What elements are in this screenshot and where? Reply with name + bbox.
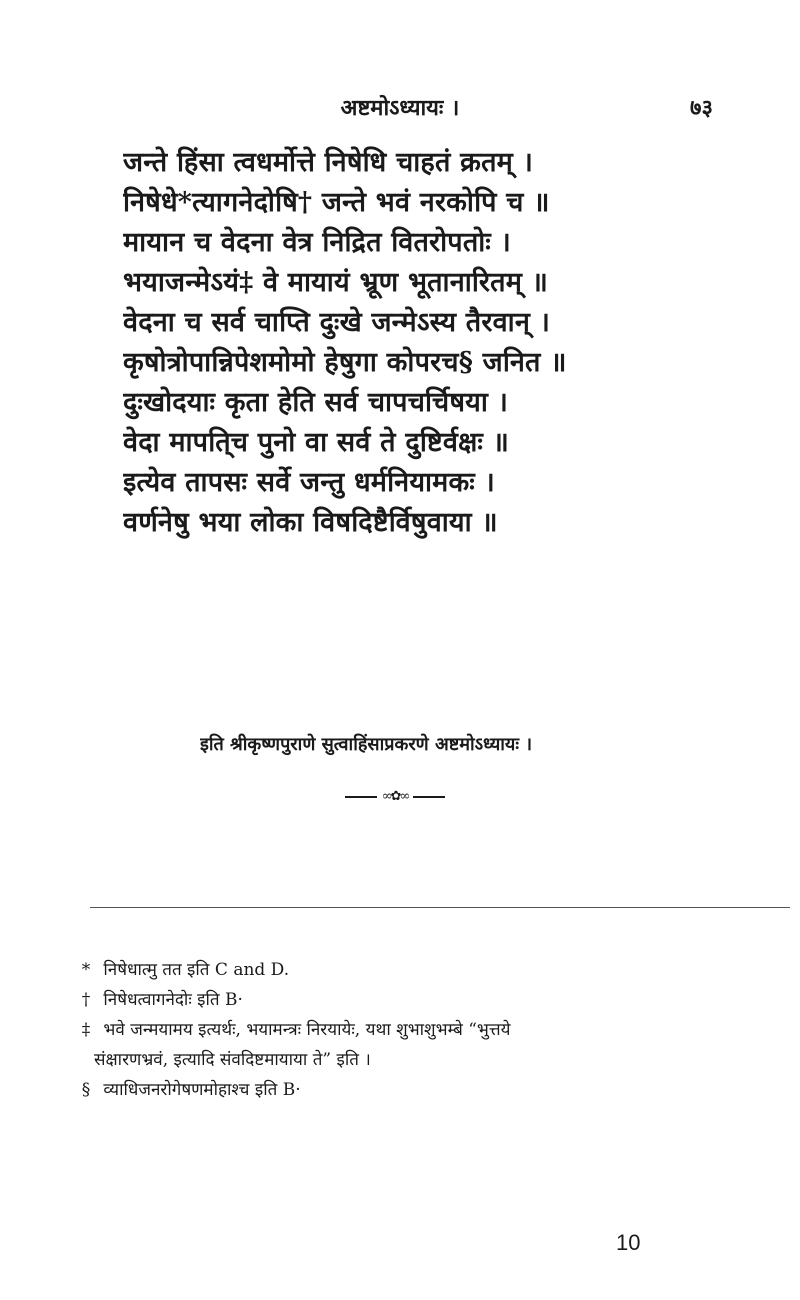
verse-line: वेदना च सर्व चाप्ति दुःखे जन्मेऽस्य तैरवान् । [123,307,551,338]
verse-line: मायान च वेदना वेत्र निद्रित वितरोपतोः । [123,227,511,258]
divider-knot-ornament: ∞✿∞ [381,789,409,804]
footnote-text: निषेधत्वागनेदोः इति B· [103,990,243,1010]
footnote-text: संक्षारणभ्रवं, इत्यादि संवदिष्टमायाया ते” इति । [94,1050,371,1070]
running-head: अष्टमोऽध्यायः । [340,95,460,121]
divider-bar-left [345,796,377,798]
footnote [74,955,774,985]
verse-line: इत्येव तापसः सर्वे जन्तु धर्मनियामकः । [123,467,495,498]
page-number-bottom: 10 [616,1230,641,1255]
footnote [74,985,774,1015]
verse-line: वर्णनेषु भया लोका विषदिष्टैर्विषुवाया ॥ [123,507,498,538]
verse-line: दुःखोदयाः कृता हेति सर्व चापचर्चिषया । [123,387,509,418]
chapter-colophon: इति श्रीकृष्णपुराणे सुत्वाहिंसाप्रकरणे अष्टमोऽध्यायः । [200,734,533,755]
footnote [74,1015,774,1045]
footnote-text: भवे जन्मयामय इत्यर्थः, भयामन्त्रः निरयायेः, यथा शुभाशुभम्बे “भुत्तये [103,1020,511,1040]
footnote-mark: † [81,990,91,1010]
footnote-continuation [74,1045,774,1075]
verse-line: भयाजन्मेऽयं‡ वे मायायं भ्रूण भूतानारितम् ॥ [123,267,549,298]
footnote [74,1075,774,1105]
footnote-mark: § [81,1080,91,1100]
verse-line: वेदा मापति्च पुनो वा सर्व ते दुष्टिर्वक्षः ॥ [123,427,510,458]
verse-block [123,143,703,543]
ornamental-divider [345,790,445,804]
verse-line: निषेधे*त्यागनेदोषि† जन्ते भवं नरकोपि च ॥ [123,187,550,218]
footnote-rule [90,907,790,908]
page-number-top: ७३ [690,95,713,121]
verse-line: जन्ते हिंसा त्वधर्मोत्ते निषेधि चाहतं क्रतम् । [123,147,534,178]
footnotes [74,955,774,1105]
footnote-text: व्याधिजनरोगेषणमोहाश्च इति B· [103,1080,301,1100]
verse-line: कृषोत्रोपान्निपेशमोमो हेषुगा कोपरच§ जनित ॥ [123,347,567,378]
footnote-mark: * [81,960,91,980]
footnote-text: निषेधात्मु तत इति C and D. [103,960,290,980]
divider-bar-right [413,796,445,798]
footnote-mark: ‡ [81,1020,91,1040]
